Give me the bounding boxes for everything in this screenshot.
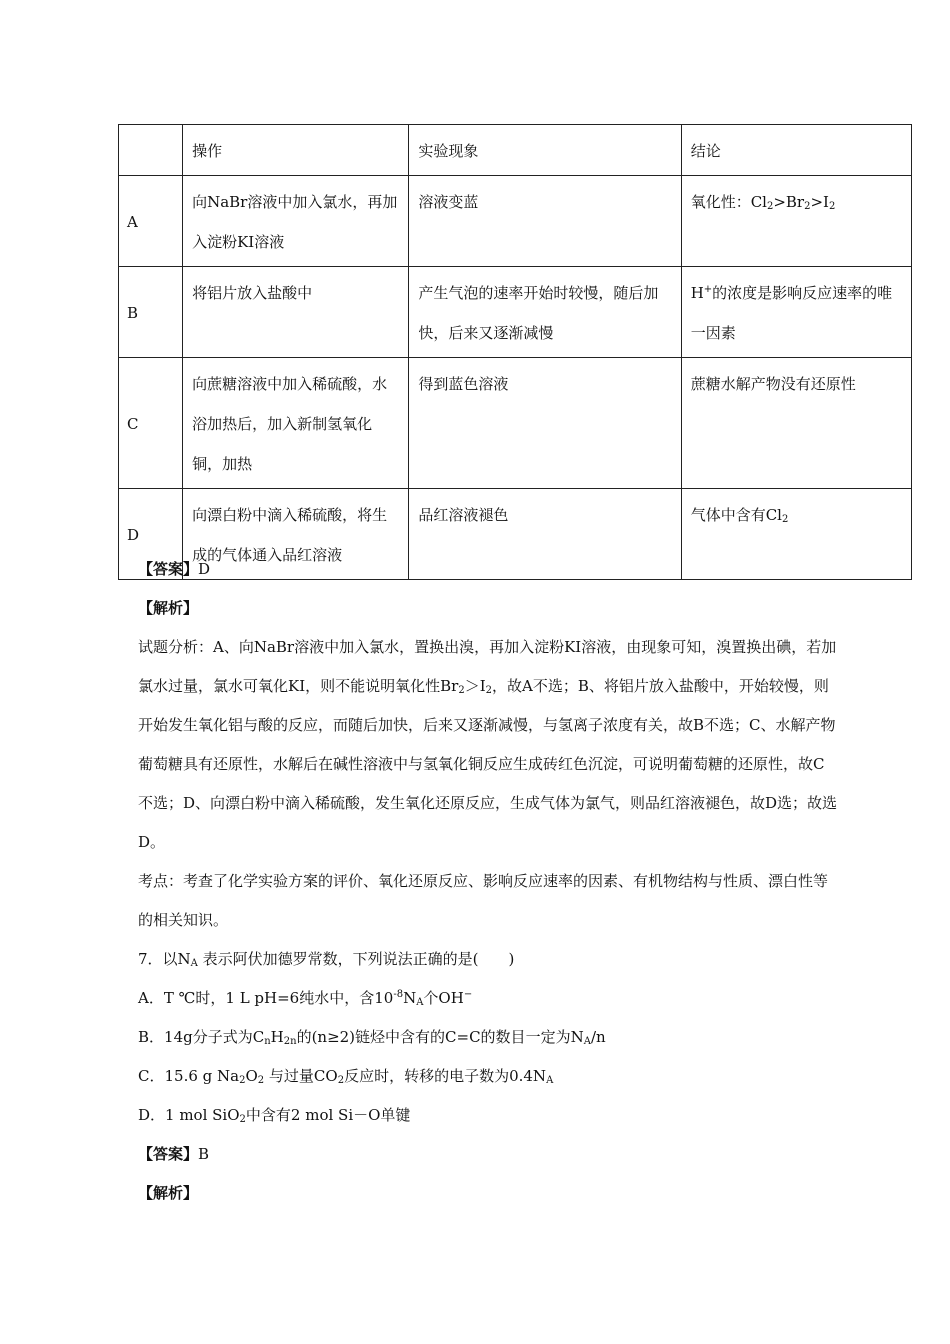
subscript: 2 (337, 1075, 345, 1086)
subscript: 2 (257, 1075, 265, 1086)
subscript: A (546, 1075, 554, 1086)
phenomenon-cell: 品红溶液褪色 (409, 489, 681, 580)
row-label: C (119, 358, 183, 489)
text: D．1 mol SiO (138, 1106, 240, 1124)
text: 中含有2 mol Si－O单键 (245, 1106, 411, 1124)
subscript: 2n (283, 1036, 297, 1047)
text: H (270, 1028, 284, 1046)
subscript: n (264, 1036, 271, 1047)
text: 反应时，转移的电子数为0.4N (344, 1067, 547, 1085)
answer-line (138, 1135, 209, 1174)
table-header-row (119, 125, 912, 176)
experiment-table (118, 124, 912, 580)
text: >I (810, 193, 829, 211)
text: ＞I (464, 677, 486, 695)
analysis-label: 【解析】 (138, 1184, 199, 1202)
operation-cell: 向蔗糖溶液中加入稀硫酸，水浴加热后，加入新制氢氧化铜，加热 (183, 358, 409, 489)
option-d (138, 1096, 410, 1135)
option-a (138, 979, 472, 1018)
operation-cell: 向NaBr溶液中加入氯水，再加入淀粉KI溶液 (183, 176, 409, 267)
text: 个OH (423, 989, 464, 1007)
subscript: A (416, 997, 424, 1008)
subscript: 2 (804, 201, 811, 212)
subscript: 2 (239, 1114, 246, 1125)
text: 试题分析：A、向NaBr溶液中加入氯水，置换出溴，再加入淀粉KI溶液，由现象可知，溴置换出碘，若加氯水过量，氯水可氧化KI，则不能说明氧化性Br (138, 638, 837, 695)
header-cell: 结论 (681, 125, 911, 176)
text: B．14g分子式为C (138, 1028, 265, 1046)
analysis-label: 【解析】 (138, 599, 199, 617)
text: H (690, 284, 704, 302)
phenomenon-cell: 得到蓝色溶液 (409, 358, 681, 489)
operation-cell: 将铝片放入盐酸中 (183, 267, 409, 358)
text: 的浓度是影响反应速率的唯一因素 (690, 284, 893, 342)
conclusion-cell (681, 176, 911, 267)
row-label: D (119, 489, 183, 580)
text: 表示阿伏加德罗常数，下列说法正确的是( ) (197, 950, 515, 968)
subscript: 2 (458, 685, 465, 696)
header-cell: 操作 (183, 125, 409, 176)
subscript: A (583, 1036, 591, 1047)
conclusion-cell (681, 267, 911, 358)
superscript: − (463, 989, 473, 1000)
conclusion-cell (681, 489, 911, 580)
phenomenon-cell: 产生气泡的速率开始时较慢，随后加快，后来又逐渐减慢 (409, 267, 681, 358)
subscript: 2 (781, 514, 789, 525)
superscript: -8 (393, 989, 404, 1000)
header-cell (119, 125, 183, 176)
row-label: B (119, 267, 183, 358)
analysis-paragraph (138, 628, 838, 862)
subscript: 2 (766, 201, 774, 212)
text: /n (590, 1028, 606, 1046)
table-row (119, 489, 912, 580)
text: C．15.6 g Na (138, 1067, 240, 1085)
text: 与过量CO (264, 1067, 338, 1085)
subscript: A (190, 958, 198, 969)
subscript: 2 (828, 201, 836, 212)
text: 气体中含有Cl (690, 506, 782, 524)
answer-label: 【答案】 (138, 560, 199, 578)
row-label: A (119, 176, 183, 267)
phenomenon-cell: 溶液变蓝 (409, 176, 681, 267)
text: 7．以N (138, 950, 191, 968)
answer-line (138, 550, 210, 589)
table-row (119, 267, 912, 358)
answer-value: B (198, 1145, 210, 1163)
subscript: 2 (239, 1075, 246, 1086)
option-b (138, 1018, 606, 1057)
answer-value: D (198, 560, 211, 578)
text: N (403, 989, 417, 1007)
answer-label: 【答案】 (138, 1145, 199, 1163)
superscript: + (703, 284, 713, 295)
table-row (119, 358, 912, 489)
text: A．T ℃时，1 L pH=6纯水中，含10 (138, 989, 394, 1007)
text: O (245, 1067, 258, 1085)
text: >Br (773, 193, 805, 211)
text: ，故A不选；B、将铝片放入盐酸中，开始较慢，则开始发生氧化铝与酸的反应，而随后加快，后来又逐渐减慢，与氢离子浓度有关，故B不选；C、水解产物葡萄糖具有还原性，水解后在碱性溶液中与氢氧化铜反应生成砖红色沉淀，可说明葡萄糖的还原性，故C不选；D、向漂白粉中滴入稀硫酸，发生氧化还原反应，生成气体为氯气，则品红溶液褪色，故D选；故选D。 (138, 677, 838, 851)
option-c (138, 1057, 553, 1096)
key-points-paragraph: 考点：考查了化学实验方案的评价、氧化还原反应、影响反应速率的因素、有机物结构与性质、漂白性等的相关知识。 (138, 872, 829, 929)
text: 的(n≥2)链烃中含有的C=C的数目一定为N (296, 1028, 584, 1046)
operation-cell: 向漂白粉中滴入稀硫酸，将生成的气体通入品红溶液 (183, 489, 409, 580)
table-row (119, 176, 912, 267)
question-stem (138, 940, 514, 979)
subscript: 2 (485, 685, 493, 696)
text: 氧化性：Cl (690, 193, 767, 211)
header-cell: 实验现象 (409, 125, 681, 176)
conclusion-cell: 蔗糖水解产物没有还原性 (681, 358, 911, 489)
